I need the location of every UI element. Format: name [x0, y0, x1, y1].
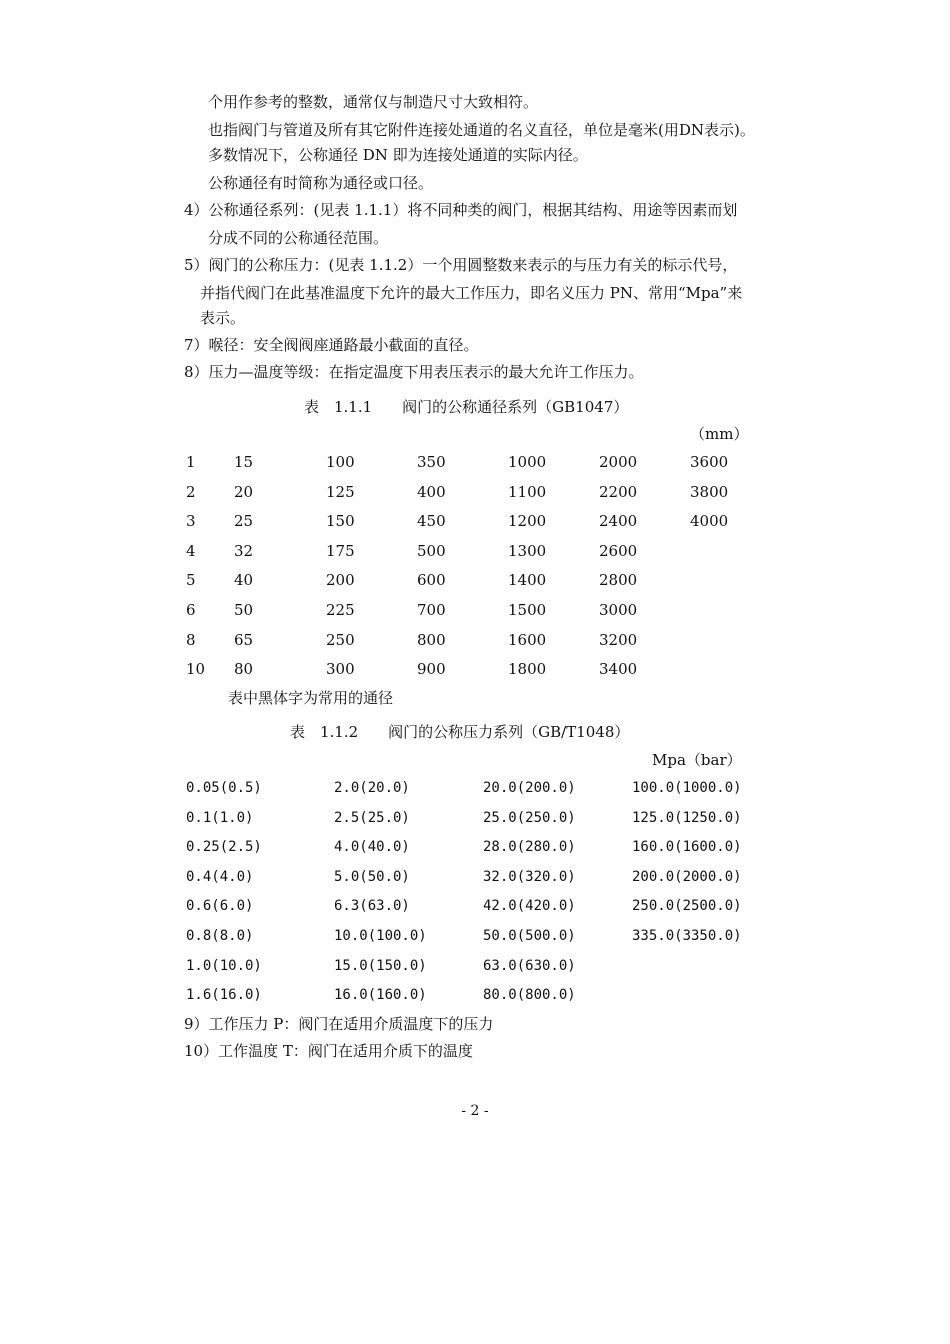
table-cell: 0.05(0.5) — [186, 780, 262, 796]
paragraph-line: 7）喉径：安全阀阀座通路最小截面的直径。 — [184, 336, 479, 354]
table-cell: 3600 — [690, 453, 729, 471]
table-cell: 400 — [417, 482, 446, 501]
table-cell: 10 — [186, 660, 206, 679]
paragraph-line: 8）压力—温度等级：在指定温度下用表压表示的最大允许工作压力。 — [184, 363, 644, 381]
table-cell: 6.3(63.0) — [334, 898, 410, 915]
table-cell: 4000 — [690, 512, 729, 531]
paragraph-line: 也指阀门与管道及所有其它附件连接处通道的名义直径，单位是毫米(用DN表示)。 — [208, 121, 755, 139]
page-number: - 2 - — [461, 1103, 489, 1119]
table-cell: 28.0(280.0) — [483, 839, 576, 856]
table-cell: 1000 — [508, 453, 547, 471]
table-cell: 1.0(10.0) — [186, 957, 262, 974]
table-cell: 3000 — [599, 601, 638, 619]
table-cell: 3800 — [690, 482, 729, 501]
table-cell: 50 — [234, 601, 254, 619]
table-cell: 0.25(2.5) — [186, 839, 262, 856]
table-cell: 500 — [417, 541, 446, 560]
table-cell: 2200 — [599, 482, 638, 501]
table-cell: 600 — [417, 571, 446, 590]
table-cell: 40 — [234, 571, 254, 590]
paragraph-line: 9）工作压力 P：阀门在适用介质温度下的压力 — [184, 1015, 494, 1033]
paragraph-line: 4）公称通径系列：(见表 1.1.1）将不同种类的阀门，根据其结构、用途等因素而划 — [184, 201, 738, 219]
table-cell: 700 — [417, 601, 446, 619]
table-cell: 1.6(16.0) — [186, 987, 262, 1004]
table-cell: 250.0(2500.0) — [632, 898, 742, 915]
table-cell: 225 — [326, 601, 355, 619]
table-cell: 3400 — [599, 660, 638, 679]
table-cell: 50.0(500.0) — [483, 928, 576, 944]
table-cell: 1300 — [508, 541, 547, 560]
paragraph-line: 分成不同的公称通径范围。 — [208, 229, 389, 247]
table-note: 表中黑体字为常用的通径 — [228, 689, 394, 707]
table-cell: 2800 — [599, 571, 638, 590]
paragraph-line: 公称通径有时简称为通径或口径。 — [208, 174, 434, 192]
table-cell: 5.0(50.0) — [334, 868, 410, 885]
table-unit: （mm） — [690, 425, 749, 443]
table-cell: 16.0(160.0) — [334, 987, 427, 1004]
table-cell: 32 — [234, 541, 254, 560]
table-cell: 350 — [417, 453, 446, 471]
table-cell: 900 — [417, 660, 446, 679]
table-cell: 63.0(630.0) — [483, 957, 576, 974]
table-cell: 200 — [326, 571, 355, 590]
table-cell: 0.8(8.0) — [186, 928, 254, 944]
table-cell: 2000 — [599, 453, 638, 471]
table-cell: 0.6(6.0) — [186, 898, 254, 915]
table-cell: 65 — [234, 630, 254, 649]
table-cell: 1800 — [508, 660, 547, 679]
table-cell: 0.4(4.0) — [186, 868, 254, 885]
table-cell: 1500 — [508, 601, 547, 619]
table-cell: 2400 — [599, 512, 638, 531]
paragraph-line: 并指代阀门在此基准温度下允许的最大工作压力，即名义压力 PN、常用“Mpa”来 — [200, 284, 743, 302]
table-cell: 1200 — [508, 512, 547, 531]
table-cell: 100.0(1000.0) — [632, 780, 742, 796]
paragraph-line: 10）工作温度 T：阀门在适用介质下的温度 — [184, 1042, 473, 1060]
table-cell: 125.0(1250.0) — [632, 809, 742, 826]
table-cell: 150 — [326, 512, 355, 531]
paragraph-line: 多数情况下，公称通径 DN 即为连接处通道的实际内径。 — [208, 146, 588, 164]
paragraph-line: 表示。 — [200, 309, 246, 327]
table-caption: 表 1.1.2 阀门的公称压力系列（GB/T1048） — [290, 723, 630, 741]
table-cell: 2 — [186, 482, 196, 501]
table-cell: 1 — [186, 453, 196, 471]
table-cell: 80.0(800.0) — [483, 987, 576, 1004]
table-cell: 335.0(3350.0) — [632, 928, 742, 944]
table-cell: 32.0(320.0) — [483, 868, 576, 885]
table-cell: 125 — [326, 482, 355, 501]
table-cell: 25.0(250.0) — [483, 809, 576, 826]
table-cell: 25 — [234, 512, 254, 531]
table-cell: 6 — [186, 601, 196, 619]
table-cell: 15.0(150.0) — [334, 957, 427, 974]
table-cell: 80 — [234, 660, 254, 679]
table-cell: 20 — [234, 482, 254, 501]
paragraph-line: 个用作参考的整数，通常仅与制造尺寸大致相符。 — [208, 93, 539, 111]
table-cell: 20.0(200.0) — [483, 780, 576, 796]
table-cell: 0.1(1.0) — [186, 809, 254, 826]
table-cell: 3200 — [599, 630, 638, 649]
table-cell: 42.0(420.0) — [483, 898, 576, 915]
table-unit: Mpa（bar） — [652, 751, 742, 769]
table-cell: 160.0(1600.0) — [632, 839, 742, 856]
table-cell: 5 — [186, 571, 196, 590]
table-caption: 表 1.1.1 阀门的公称通径系列（GB1047） — [304, 398, 629, 416]
table-cell: 8 — [186, 630, 196, 649]
table-cell: 1400 — [508, 571, 547, 590]
table-cell: 2600 — [599, 541, 638, 560]
table-cell: 15 — [234, 453, 254, 471]
table-cell: 800 — [417, 630, 446, 649]
table-cell: 1600 — [508, 630, 547, 649]
table-cell: 2.0(20.0) — [334, 780, 410, 796]
table-cell: 4 — [186, 541, 196, 560]
table-cell: 3 — [186, 512, 196, 531]
table-cell: 200.0(2000.0) — [632, 868, 742, 885]
table-cell: 100 — [326, 453, 355, 471]
table-cell: 175 — [326, 541, 355, 560]
table-cell: 2.5(25.0) — [334, 809, 410, 826]
table-cell: 250 — [326, 630, 355, 649]
table-cell: 10.0(100.0) — [334, 928, 427, 944]
table-cell: 450 — [417, 512, 446, 531]
table-cell: 1100 — [508, 482, 547, 501]
table-cell: 300 — [326, 660, 355, 679]
paragraph-line: 5）阀门的公称压力：(见表 1.1.2）一个用圆整数来表示的与压力有关的标示代号， — [184, 256, 738, 274]
table-cell: 4.0(40.0) — [334, 839, 410, 856]
